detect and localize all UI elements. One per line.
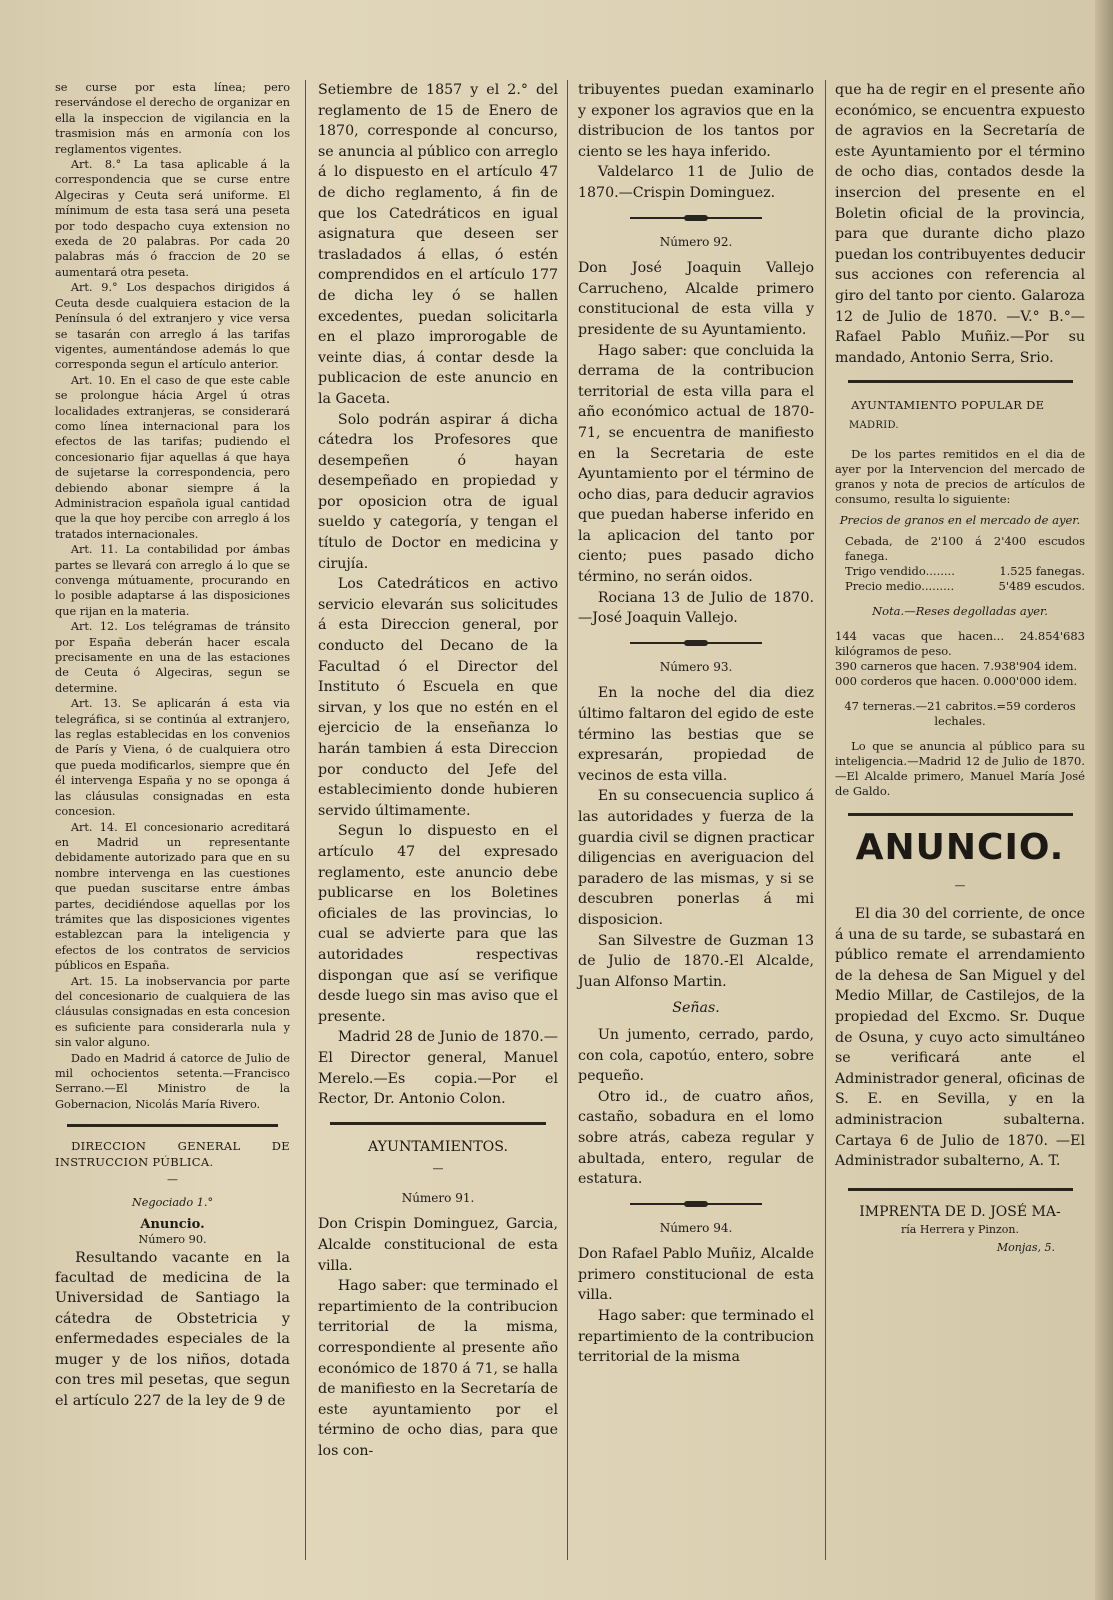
paragraph: Segun lo dispuesto en el artículo 47 del expresado reglamento, este anuncio debe publicarse en los Boletines oficiales de las provincias, lo cual se advierte para que las autoridades respectivas dispongan que así se verifique desde luego sin mas aviso que el presente. <box>318 823 558 1025</box>
column-2 <box>318 80 558 1462</box>
paragraph-art-8: Art. 8.° La tasa aplicable á la correspondencia que se curse entre Algeciras y Ceuta será uniforme. El mínimum de esta tasa será una peseta por todo despacho cuya extension no exeda de 20 palabras. Por cada 20 palabras más ó fraccion de 20 se aumentará otra peseta. <box>55 158 290 279</box>
cebada-line: Cebada, de 2'100 á 2'400 escudos fanega. <box>845 533 1085 563</box>
paragraph: Hago saber: que terminado el repartimiento de la contribucion territorial de la misma, correspondiente al presente año económico de 1870 á 71, se halla de manifiesto en la Secretaría de este ayuntamiento por el término de ocho dias, para que los con- <box>318 1278 558 1459</box>
paragraph: Hago saber: que terminado el repartimiento de la contribucion territorial de la misma <box>578 1308 814 1366</box>
column-1 <box>55 80 290 1411</box>
terneras-line: 47 terneras.—21 cabritos.=59 corderos lechales. <box>844 698 1076 728</box>
section-heading-city: MADRID. <box>849 419 899 431</box>
section-heading: DIRECCION GENERAL DE INSTRUCCION PÚBLICA. <box>55 1139 290 1169</box>
corderos-line: 000 corderos que hacen. 0.000'000 idem. <box>835 673 1078 688</box>
paragraph-signature: Dado en Madrid á catorce de Julio de mil ochocientos setenta.—Francisco Serrano.—El Ministro de la Gobernacion, Nicolás María Rivero. <box>55 1051 290 1111</box>
vacas-line: 144 vacas que hacen... 24.854'683 kilógramos de peso. <box>835 628 1085 658</box>
numero-label: Número 93. <box>659 659 733 674</box>
paragraph: Los Catedráticos en activo servicio elevarán sus solicitudes á esta Direccion general, por conducto del Decano de la Facultad ó el Director del Instituto ó Escuela en que sirvan, y los que no estén en el ejercicio de la enseñanza lo harán tambien á esta Direccion por conducto del Jefe del establecimiento donde hubieren servido últimamente. <box>318 576 558 819</box>
paragraph: En su consecuencia suplico á las autoridades y fuerza de la guardia civil se dignen practicar diligencias en averiguacion del paradero de las mismas, y si se descubren ponerlas á mi disposicion. <box>578 788 814 928</box>
numero-label: Número 94. <box>659 1220 733 1235</box>
paragraph: tribuyentes puedan examinarlo y exponer los agravios que en la distribucion de los tantos por ciento se les haya inferido. <box>578 82 814 160</box>
imprint-line-1: IMPRENTA DE D. JOSÉ MA- <box>859 1203 1061 1220</box>
paragraph-art-9: Art. 9.° Los despachos dirigidos á Ceuta desde cualquiera estacion de la Península ó del extranjero y vice versa se tasarán con arreglo á las tarifas vigentes, aumentándose además lo que corresponda segun el artículo anterior. <box>55 281 290 372</box>
dash-ornament: — <box>432 1162 444 1176</box>
ornament-rule <box>578 214 814 222</box>
paragraph: Hago saber: que concluida la derrama de la contribucion territorial de esta villa para el año económico actual de 1870-71, se encuentra de manifiesto en la Secretaria de este Ayuntamiento por el término de ocho dias, para deducir agravios que puedan haberse inferido en la aplicacion del tanto por ciento; pues pasado dicho término, no serán oidos. <box>578 342 814 586</box>
paragraph-art-11: Art. 11. La contabilidad por ámbas partes se llevará con arreglo á lo que se convenga mútuamente, procurando en lo posible adaptarse á las disposiciones que rijan en la materia. <box>55 543 290 618</box>
paragraph-signature: San Silvestre de Guzman 13 de Julio de 1870.-El Alcalde, Juan Alfonso Martin. <box>578 932 814 990</box>
section-rule <box>848 1188 1073 1191</box>
paragraph: Don José Joaquin Vallejo Carrucheno, Alcalde primero constitucional de esta villa y presidente de su Ayuntamiento. <box>578 260 814 338</box>
imprint-line-3: Monjas, 5. <box>996 1240 1055 1254</box>
trigo-label: Trigo vendido........ <box>845 563 955 578</box>
precios-heading: Precios de granos en el mercado de ayer. <box>839 512 1081 527</box>
numero-label: Número 90. <box>138 1233 207 1247</box>
precio-value: 5'489 escudos. <box>998 578 1085 593</box>
paragraph: Otro id., de cuatro años, castaño, sobadura en el lomo sobre atrás, cabeza regular y abultada, entero, regular de estatura. <box>578 1088 814 1188</box>
paragraph: Lo que se anuncia al público para su inteligencia.—Madrid 12 de Julio de 1870.—El Alcalde primero, Manuel María José de Galdo. <box>835 738 1085 798</box>
section-rule <box>848 380 1073 383</box>
paragraph: Setiembre de 1857 y el 2.° del reglamento de 15 de Enero de 1870, corresponde al concurso, se anuncia al público con arreglo á lo dispuesto en el artículo 47 de dicho reglamento, á fin de que los Catedráticos en igual asignatura que deseen ser trasladados á ellas, ó estén comprendidos en el artículo 177 de dicha ley ó se hallen excedentes, puedan solicitarla en el plazo improrogable de veinte dias, á contar desde la publicacion de este anuncio en la Gaceta. <box>318 82 558 407</box>
imprint <box>835 1203 1085 1257</box>
paragraph: El dia 30 del corriente, de once á una de su tarde, se subastará en público remate el arrendamiento de la dehesa de San Miguel y del Medio Millar, de Castilejos, de la propiedad del Excmo. Sr. Duque de Osuna, y cuyo acto simultáneo se verificará ante el Administrador general, oficinas de S. E. en Sevilla, y en la administracion subalterna. Cartaya 6 de Julio de 1870. —El Administrador subalterno, A. T. <box>835 906 1085 1170</box>
market-report <box>835 447 1085 799</box>
anuncio-big-heading: ANUNCIO. <box>855 826 1065 868</box>
imprint-line-2: ría Herrera y Pinzon. <box>901 1222 1019 1236</box>
anuncio-heading: Anuncio. <box>140 1216 205 1232</box>
paragraph: se curse por esta línea; pero reservándose el derecho de organizar en ella la inspeccion de vigilancia en la trasmision más en armonía con los reglamentos vigentes. <box>55 81 290 156</box>
paragraph-art-12: Art. 12. Los telégramas de tránsito por España deberán hacer escala precisamente en una de las estaciones de Ceuta ó Algeciras, segun se determine. <box>55 620 290 695</box>
trigo-value: 1.525 fanegas. <box>999 563 1085 578</box>
section-rule <box>330 1122 546 1125</box>
paragraph-art-14: Art. 14. El concesionario acreditará en Madrid un representante debidamente autorizado para que en su nombre intervenga en las cuestiones que puedan suscitarse entre ámbas partes, decidiéndose aquellas por los trámites que las disposiciones vigentes establezcan para la inteligencia y efectos de los contratos de servicios públicos en España. <box>55 820 290 973</box>
paragraph: Don Rafael Pablo Muñiz, Alcalde primero constitucional de esta villa. <box>578 1246 814 1304</box>
column-rule <box>567 80 568 1560</box>
ornament-rule <box>578 639 814 647</box>
trigo-row <box>835 564 1085 579</box>
section-rule <box>848 813 1073 816</box>
precio-label: Precio medio......... <box>845 578 955 593</box>
column-4 <box>835 80 1085 1257</box>
column-3 <box>578 80 814 1368</box>
column-rule <box>825 80 826 1560</box>
paragraph-art-15: Art. 15. La inobservancia por parte del concesionario de cualquiera de las cláusulas consignadas en esta concesion es suficiente para considerarla nula y sin valor alguno. <box>55 974 290 1050</box>
numero-label: Número 92. <box>659 234 733 249</box>
section-heading: AYUNTAMIENTOS. <box>367 1138 509 1155</box>
column-rule <box>305 80 306 1560</box>
dash-ornament: — <box>954 878 966 892</box>
negociado-label: Negociado 1.° <box>131 1196 214 1210</box>
dash-ornament: — <box>167 1173 178 1187</box>
paragraph-signature: Valdelarco 11 de Julio de 1870.—Crispin Dominguez. <box>578 164 814 201</box>
paragraph-art-10: Art. 10. En el caso de que este cable se prolongue hácia Argel ú otras localidades extranjeras, se considerará como línea internacional para los efectos de las tarifas; pudiendo el concesionario fijar aquellas á que haya de sujetarse la correspondencia, pero debiendo abonar siempre á la Administracion española igual cantidad que la que hoy percibe con arreglo á los tratados internacionales. <box>55 373 290 541</box>
nota-heading: Nota.—Reses degolladas ayer. <box>872 603 1048 618</box>
precio-row <box>835 579 1085 594</box>
section-rule <box>67 1124 279 1127</box>
numero-label: Número 91. <box>401 1190 475 1205</box>
paragraph-signature: Madrid 28 de Junio de 1870.—El Director general, Manuel Merelo.—Es copia.—Por el Rector, Dr. Antonio Colon. <box>318 1029 558 1108</box>
senas-heading: Señas. <box>672 1000 720 1017</box>
page-edge <box>1095 0 1113 1600</box>
paragraph: Un jumento, cerrado, pardo, con cola, capotúo, entero, sobre pequeño. <box>578 1026 814 1085</box>
paragraph: Resultando vacante en la facultad de medicina de la Universidad de Santiago la cátedra de Obstetricia y enfermedades especiales de la muger y de los niños, dotada con tres mil pesetas, que segun el artículo 227 de la ley de 9 de <box>55 1249 290 1409</box>
ornament-rule <box>578 1200 814 1208</box>
paragraph: De los partes remitidos en el dia de ayer por la Intervencion del mercado de granos y nota de precios de artículos de consumo, resulta lo siguiente: <box>835 446 1085 506</box>
paragraph-signature: Rociana 13 de Julio de 1870.—José Joaquin Vallejo. <box>578 589 814 627</box>
paragraph: Don Crispin Dominguez, Garcia, Alcalde constitucional de esta villa. <box>318 1216 558 1274</box>
section-heading: AYUNTAMIENTO POPULAR DE <box>851 398 1045 413</box>
paragraph: En la noche del dia diez último faltaron del egido de este término las bestias que se expresarán, propiedad de vecinos de esta villa. <box>578 685 814 784</box>
paragraph-art-13: Art. 13. Se aplicarán á esta via telegráfica, si se continúa al extranjero, las reglas establecidas en los convenios de París y Viena, ó de cualquiera otro que pueda modificarlos, siempre que én él intervenga España y no se oponga á las cláusulas consignadas en esta concesion. <box>55 697 290 819</box>
paragraph: Solo podrán aspirar á dicha cátedra los Profesores que desempeñen ó hayan desempeñado en propiedad y por oposicion otra de igual sueldo y categoría, y tengan el título de Doctor en medicina y cirujía. <box>318 411 558 572</box>
paragraph: que ha de regir en el presente año económico, se encuentra expuesto de agravios en la Secretaría de este Ayuntamiento por el término de ocho dias, contados desde la insercion del presente en el Boletin oficial de la provincia, para que durante dicho plazo puedan los contribuyentes deducir sus acciones con referencia al giro del tanto por ciento. Galaroza 12 de Julio de 1870. —V.° B.°—Rafael Pablo Muñiz.—Por su mandado, Antonio Serra, Srio. <box>835 82 1085 366</box>
carneros-line: 390 carneros que hacen. 7.938'904 idem. <box>835 658 1078 673</box>
